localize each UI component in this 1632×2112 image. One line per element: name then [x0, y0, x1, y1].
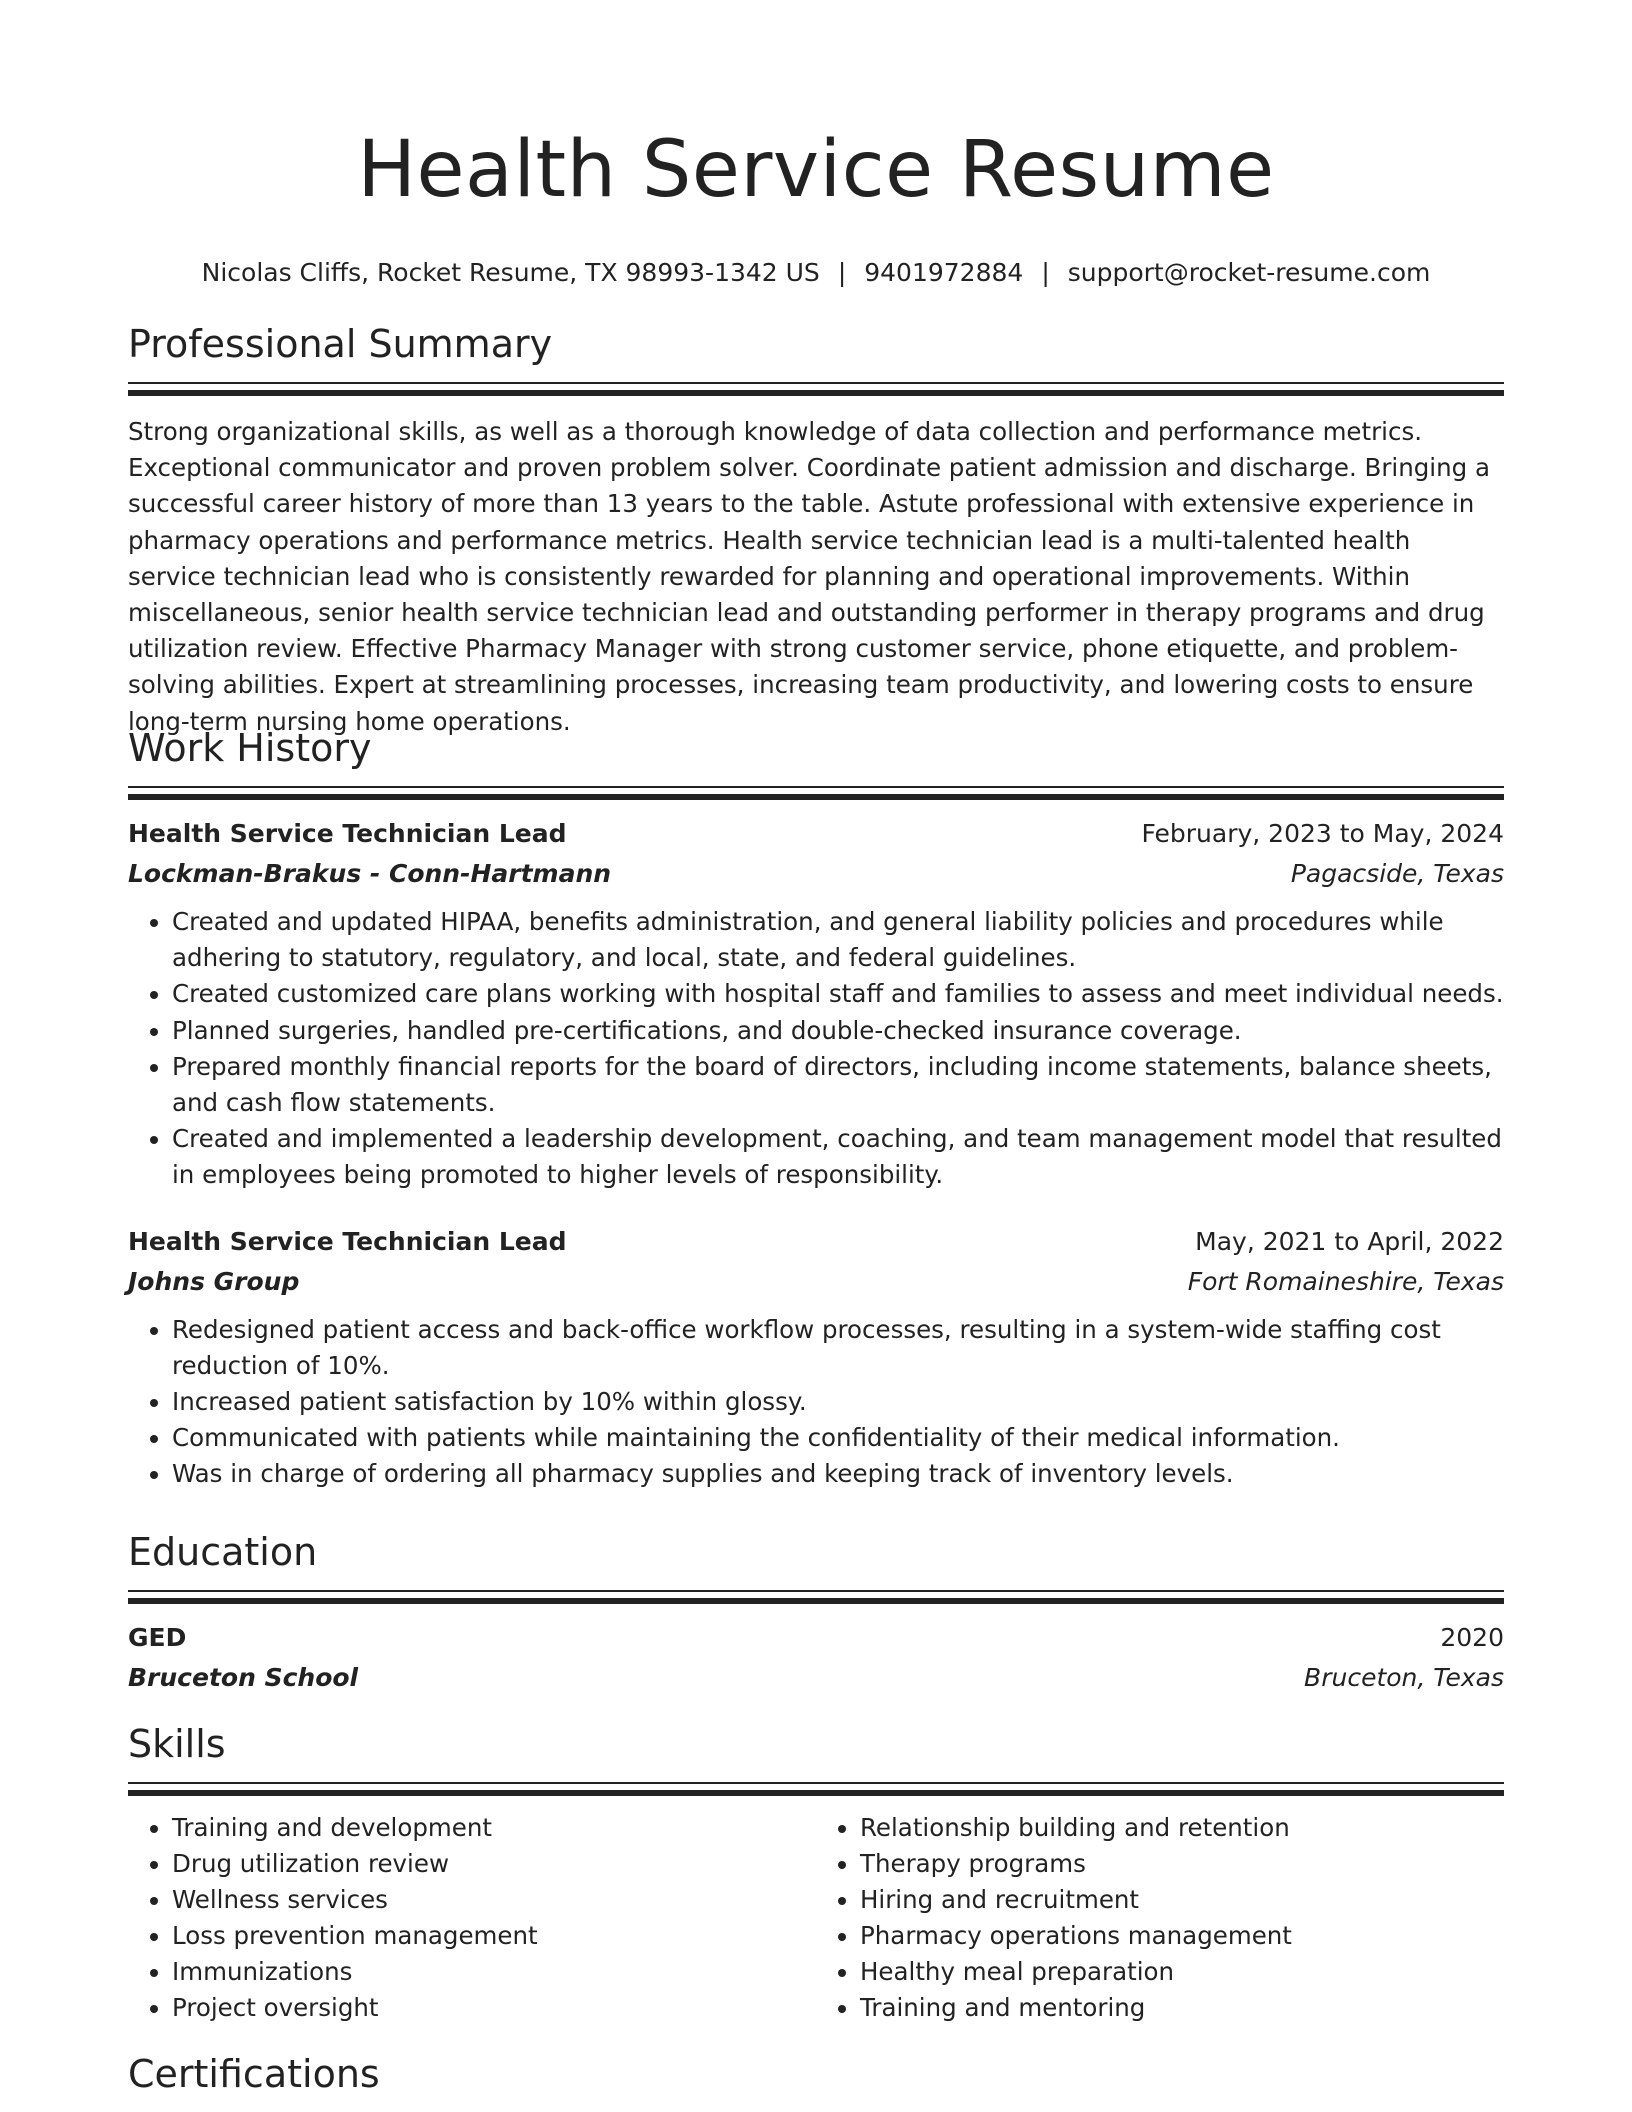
contact-email: support@rocket-resume.com	[1067, 258, 1431, 287]
contact-separator: |	[1041, 258, 1050, 287]
list-item: • Pharmacy operations management	[860, 1918, 1504, 1954]
certifications-section	[128, 2050, 1504, 2098]
education-subheader	[128, 1658, 1504, 1698]
section-rule	[128, 786, 1504, 788]
job-entry	[128, 814, 1504, 1194]
job-employer: Johns Group	[128, 1266, 300, 1296]
section-rule	[128, 1590, 1504, 1592]
contact-phone: 9401972884	[864, 258, 1024, 287]
job-location: Pagacside, Texas	[1290, 859, 1504, 888]
work-history-heading: Work History	[128, 726, 372, 770]
contact-separator: |	[837, 258, 847, 287]
list-item: • Communicated with patients while maintaining the confidentiality of their medical information.	[172, 1420, 1504, 1456]
job-dates: February, 2023 to May, 2024	[1141, 819, 1504, 848]
list-item: • Project oversight	[172, 1990, 816, 2026]
education-year: 2020	[1440, 1623, 1504, 1652]
education-section	[128, 1528, 1504, 1698]
job-title: Health Service Technician Lead	[128, 1226, 567, 1256]
list-item: • Planned surgeries, handled pre-certifications, and double-checked insurance coverage.	[172, 1013, 1504, 1049]
list-item: • Training and mentoring	[860, 1990, 1504, 2026]
job-title: Health Service Technician Lead	[128, 819, 567, 848]
skills-heading: Skills	[128, 1722, 226, 1766]
work-history-section	[128, 724, 1504, 1493]
resume-title: Health Service Resume	[357, 125, 1275, 215]
list-item: • Increased patient satisfaction by 10% within glossy.	[172, 1384, 1504, 1420]
skills-columns	[128, 1810, 1504, 2026]
section-rule-thick	[128, 1790, 1504, 1796]
job-location: Fort Romaineshire, Texas	[1187, 1266, 1504, 1296]
list-item: • Redesigned patient access and back-office workflow processes, resulting in a system-wide staffing cost reduction of 10%.	[172, 1312, 1504, 1384]
skills-section	[128, 1720, 1504, 2026]
list-item: • Created customized care plans working with hospital staff and families to assess and meet individual needs.	[172, 976, 1504, 1012]
job-header	[128, 1222, 1504, 1262]
education-location: Bruceton, Texas	[1304, 1663, 1504, 1692]
contact-line	[128, 256, 1504, 290]
list-item: • Was in charge of ordering all pharmacy supplies and keeping track of inventory levels.	[172, 1456, 1504, 1492]
list-item: • Created and updated HIPAA, benefits administration, and general liability policies and procedures while adhering to statutory, regulatory, and local, state, and federal guidelines.	[172, 904, 1504, 976]
skills-list-left	[128, 1810, 816, 2026]
certifications-heading: Certifications	[128, 2052, 380, 2096]
job-bullets	[128, 904, 1504, 1194]
contact-address: Nicolas Cliffs, Rocket Resume, TX 98993-1342 US	[201, 258, 820, 287]
job-entry	[128, 1222, 1504, 1493]
job-subheader	[128, 1262, 1504, 1302]
list-item: • Wellness services	[172, 1882, 816, 1918]
education-degree: GED	[128, 1623, 187, 1652]
skills-list-right	[816, 1810, 1504, 2026]
list-item: • Drug utilization review	[172, 1846, 816, 1882]
section-rule	[128, 1782, 1504, 1784]
list-item: • Healthy meal preparation	[860, 1954, 1504, 1990]
list-item: • Training and development	[172, 1810, 816, 1846]
job-bullets	[128, 1312, 1504, 1493]
job-header	[128, 814, 1504, 854]
list-item: • Relationship building and retention	[860, 1810, 1504, 1846]
summary-section	[128, 320, 1504, 740]
list-item: • Immunizations	[172, 1954, 816, 1990]
section-rule-thick	[128, 1598, 1504, 1604]
list-item: • Therapy programs	[860, 1846, 1504, 1882]
summary-heading: Professional Summary	[128, 322, 553, 366]
section-rule-thick	[128, 794, 1504, 800]
summary-text: Strong organizational skills, as well as a thorough knowledge of data collection and performance metrics. Exceptional communicator and proven problem solver. Coordinate patient admission and discharge. Bringing a successful career history of more than 13 years to the table. Astute professional with extensive experience in pharmacy operations and performance metrics. Health service technician lead is a multi-talented health service technician lead who is consistently rewarded for planning and operational improvements. Within miscellaneous, senior health service technician lead and outstanding performer in therapy programs and drug utilization review. Effective Pharmacy Manager with strong customer service, phone etiquette, and problem-solving abilities. Expert at streamlining processes, increasing team productivity, and lowering costs to ensure long-term nursing home operations.	[128, 417, 1490, 736]
list-item: • Created and implemented a leadership development, coaching, and team management model that resulted in employees being promoted to higher levels of responsibility.	[172, 1121, 1504, 1193]
list-item: • Prepared monthly financial reports for the board of directors, including income statements, balance sheets, and cash flow statements.	[172, 1049, 1504, 1121]
education-header	[128, 1618, 1504, 1658]
job-dates: May, 2021 to April, 2022	[1195, 1226, 1504, 1256]
section-rule	[128, 382, 1504, 384]
education-school: Bruceton School	[128, 1663, 359, 1692]
list-item: • Loss prevention management	[172, 1918, 816, 1954]
list-item: • Hiring and recruitment	[860, 1882, 1504, 1918]
job-subheader	[128, 854, 1504, 894]
section-rule-thick	[128, 390, 1504, 396]
job-employer: Lockman-Brakus - Conn-Hartmann	[128, 859, 612, 888]
education-heading: Education	[128, 1530, 318, 1574]
